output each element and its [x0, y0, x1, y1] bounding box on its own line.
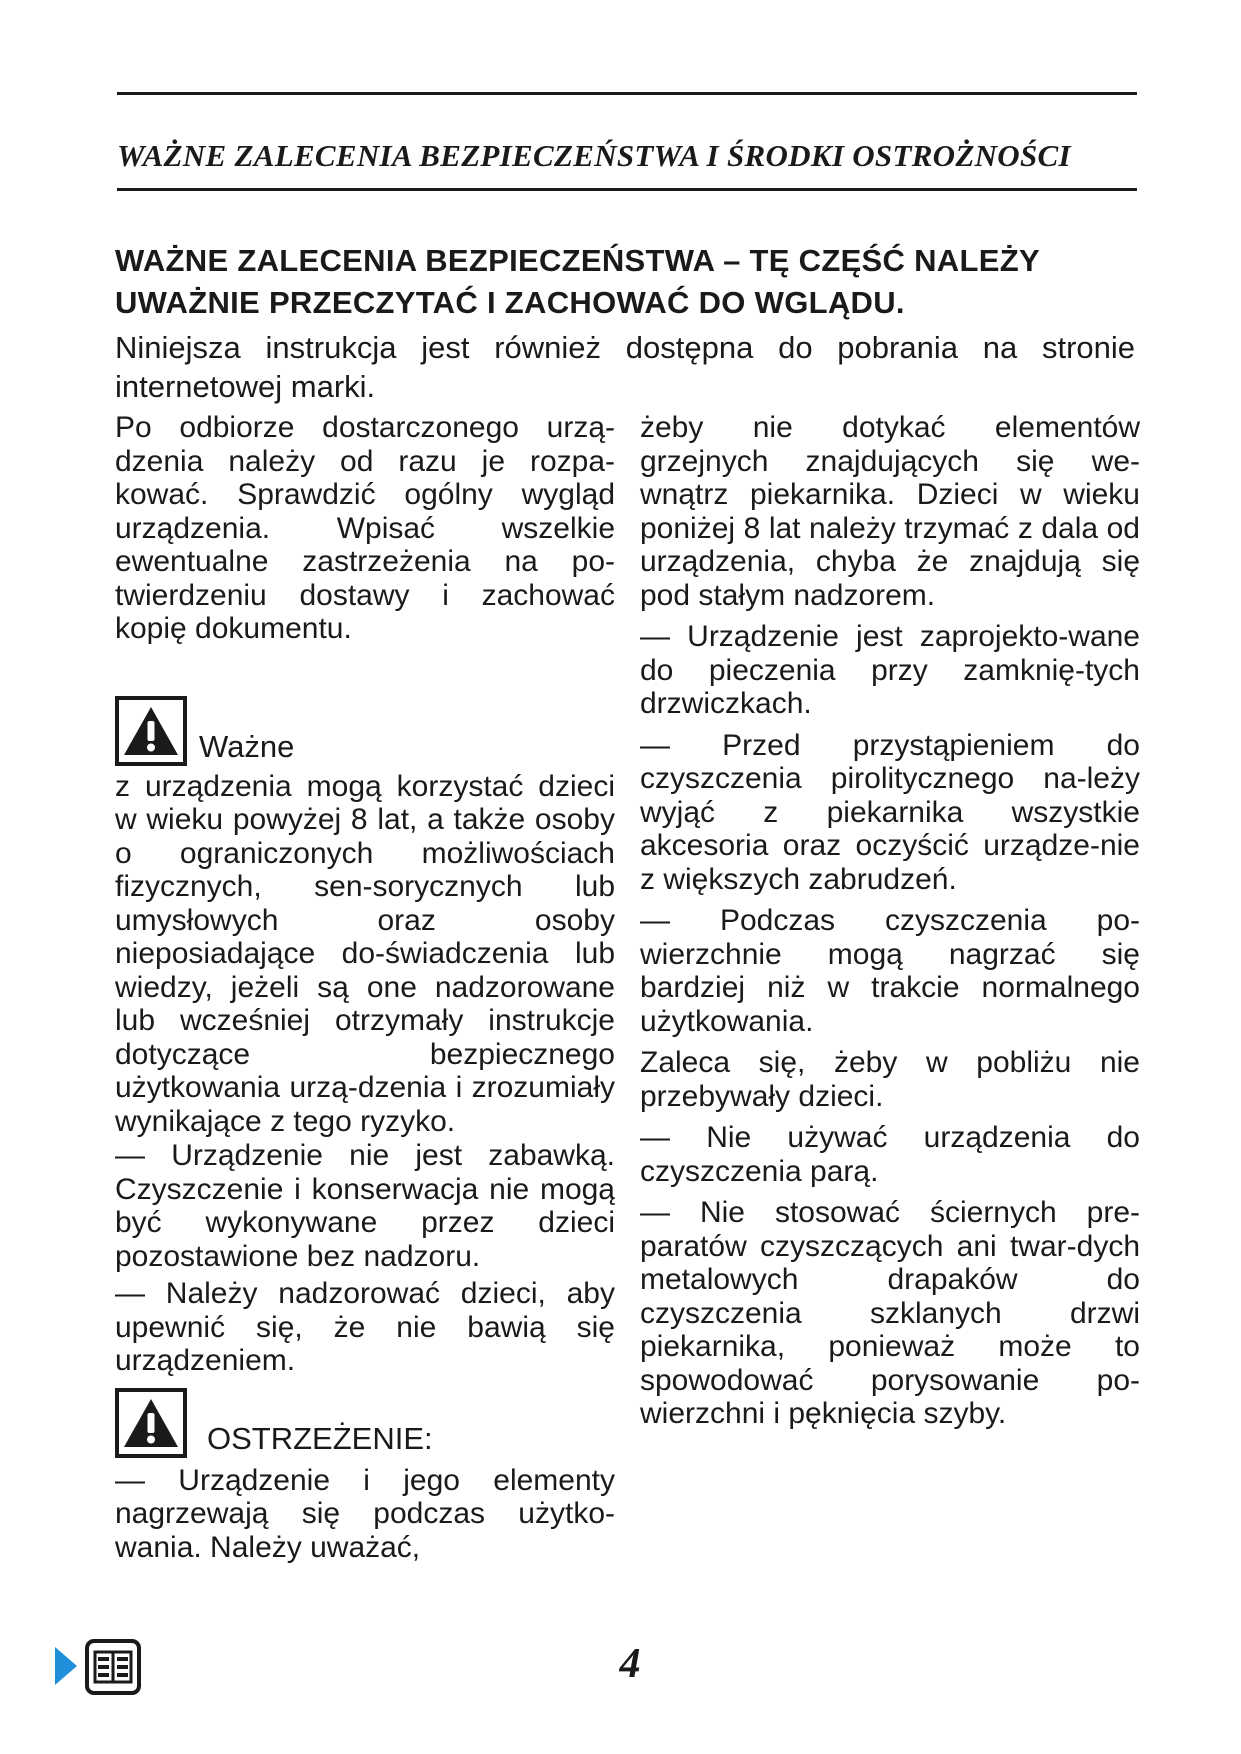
right-paragraph-4: — Podczas czyszczenia po-wierzchnie mogą nagrzać się bardziej niż w trakcie normalnego użytkowania.	[640, 904, 1140, 1038]
warning-triangle-icon	[115, 696, 187, 766]
left-paragraph-3: — Urządzenie nie jest zabawką. Czyszczenie i konserwacja nie mogą być wykonywane przez dzieci pozostawione bez nadzoru.	[115, 1139, 615, 1273]
page-number: 4	[619, 1641, 641, 1687]
warning-label-ostrzezenie: OSTRZEŻENIE:	[207, 1420, 433, 1456]
section-title	[115, 240, 1145, 324]
left-paragraph-2: z urządzenia mogą korzystać dzieci w wieku powyżej 8 lat, a także osoby o ograniczonych możliwościach fizycznych, sen-sorycznych lub umysłowych oraz osoby nieposiadające do-świadczenia lub wiedzy, jeżeli są one nadzorowane lub wcześniej otrzymały instrukcje dotyczące bezpiecznego użytkowania urzą-dzenia i zrozumiały wynikające z tego ryzyko.	[115, 769, 615, 1138]
right-paragraph-3: — Przed przystąpieniem do czyszczenia pirolitycznego na-leży wyjąć z piekarnika wszystkie akcesoria oraz oczyścić urządze-nie z większych zabrudzeń.	[640, 728, 1140, 896]
right-paragraph-2: — Urządzenie jest zaprojekto-wane do pieczenia przy zamknię-tych drzwiczkach.	[640, 620, 1140, 720]
warning-label-wazne: Ważne	[199, 728, 295, 764]
right-paragraph-6: — Nie używać urządzenia do czyszczenia parą.	[640, 1121, 1140, 1188]
right-paragraph-7: — Nie stosować ściernych pre-paratów czyszczących ani twar-dych metalowych drapaków do czyszczenia szklanych drzwi piekarnika, ponieważ może to spowodować porysowanie po-wierzchni i pęknięcia szyby.	[640, 1196, 1140, 1430]
left-column	[115, 411, 615, 1564]
section-title-line-1: WAŻNE ZALECENIA BEZPIECZEŃSTWA – TĘ CZĘŚĆ NALEŻY	[115, 243, 1040, 278]
header-rule-bottom	[117, 188, 1137, 191]
page-header-title: WAŻNE ZALECENIA BEZPIECZEŃSTWA I ŚRODKI OSTROŻNOŚCI	[117, 138, 1071, 173]
left-paragraph-1: Po odbiorze dostarczonego urzą-dzenia należy od razu je rozpa-kować. Sprawdzić ogólny wygląd urządzenia. Wpisać wszelkie ewentualne zastrzeżenia na po-twierdzeniu dostawy i zachować kopię dokumentu.	[115, 411, 615, 645]
play-arrow-icon[interactable]	[55, 1647, 77, 1685]
right-paragraph-5: Zaleca się, żeby w pobliżu nie przebywały dzieci.	[640, 1046, 1140, 1113]
warning-triangle-icon	[115, 1388, 187, 1458]
intro-paragraph: Niniejsza instrukcja jest również dostępna do pobrania na stronie internetowej marki.	[115, 330, 1135, 404]
header-rule-top	[117, 92, 1137, 95]
right-paragraph-1: żeby nie dotykać elementów grzejnych znajdujących się we-wnątrz piekarnika. Dzieci w wieku poniżej 8 lat należy trzymać z dala od urządzenia, chyba że znajdują się pod stałym nadzorem.	[640, 411, 1140, 612]
left-paragraph-5: — Urządzenie i jego elementy nagrzewają się podczas użytko-wania. Należy uważać,	[115, 1463, 615, 1564]
table-of-contents-icon[interactable]	[84, 1638, 142, 1696]
section-title-line-2: UWAŻNIE PRZECZYTAĆ I ZACHOWAĆ DO WGLĄDU.	[115, 285, 905, 320]
right-column	[640, 411, 1140, 1431]
left-paragraph-4: — Należy nadzorować dzieci, aby upewnić się, że nie bawią się urządzeniem.	[115, 1277, 615, 1377]
warning-block-2	[115, 1388, 615, 1458]
warning-block-1	[115, 696, 615, 766]
